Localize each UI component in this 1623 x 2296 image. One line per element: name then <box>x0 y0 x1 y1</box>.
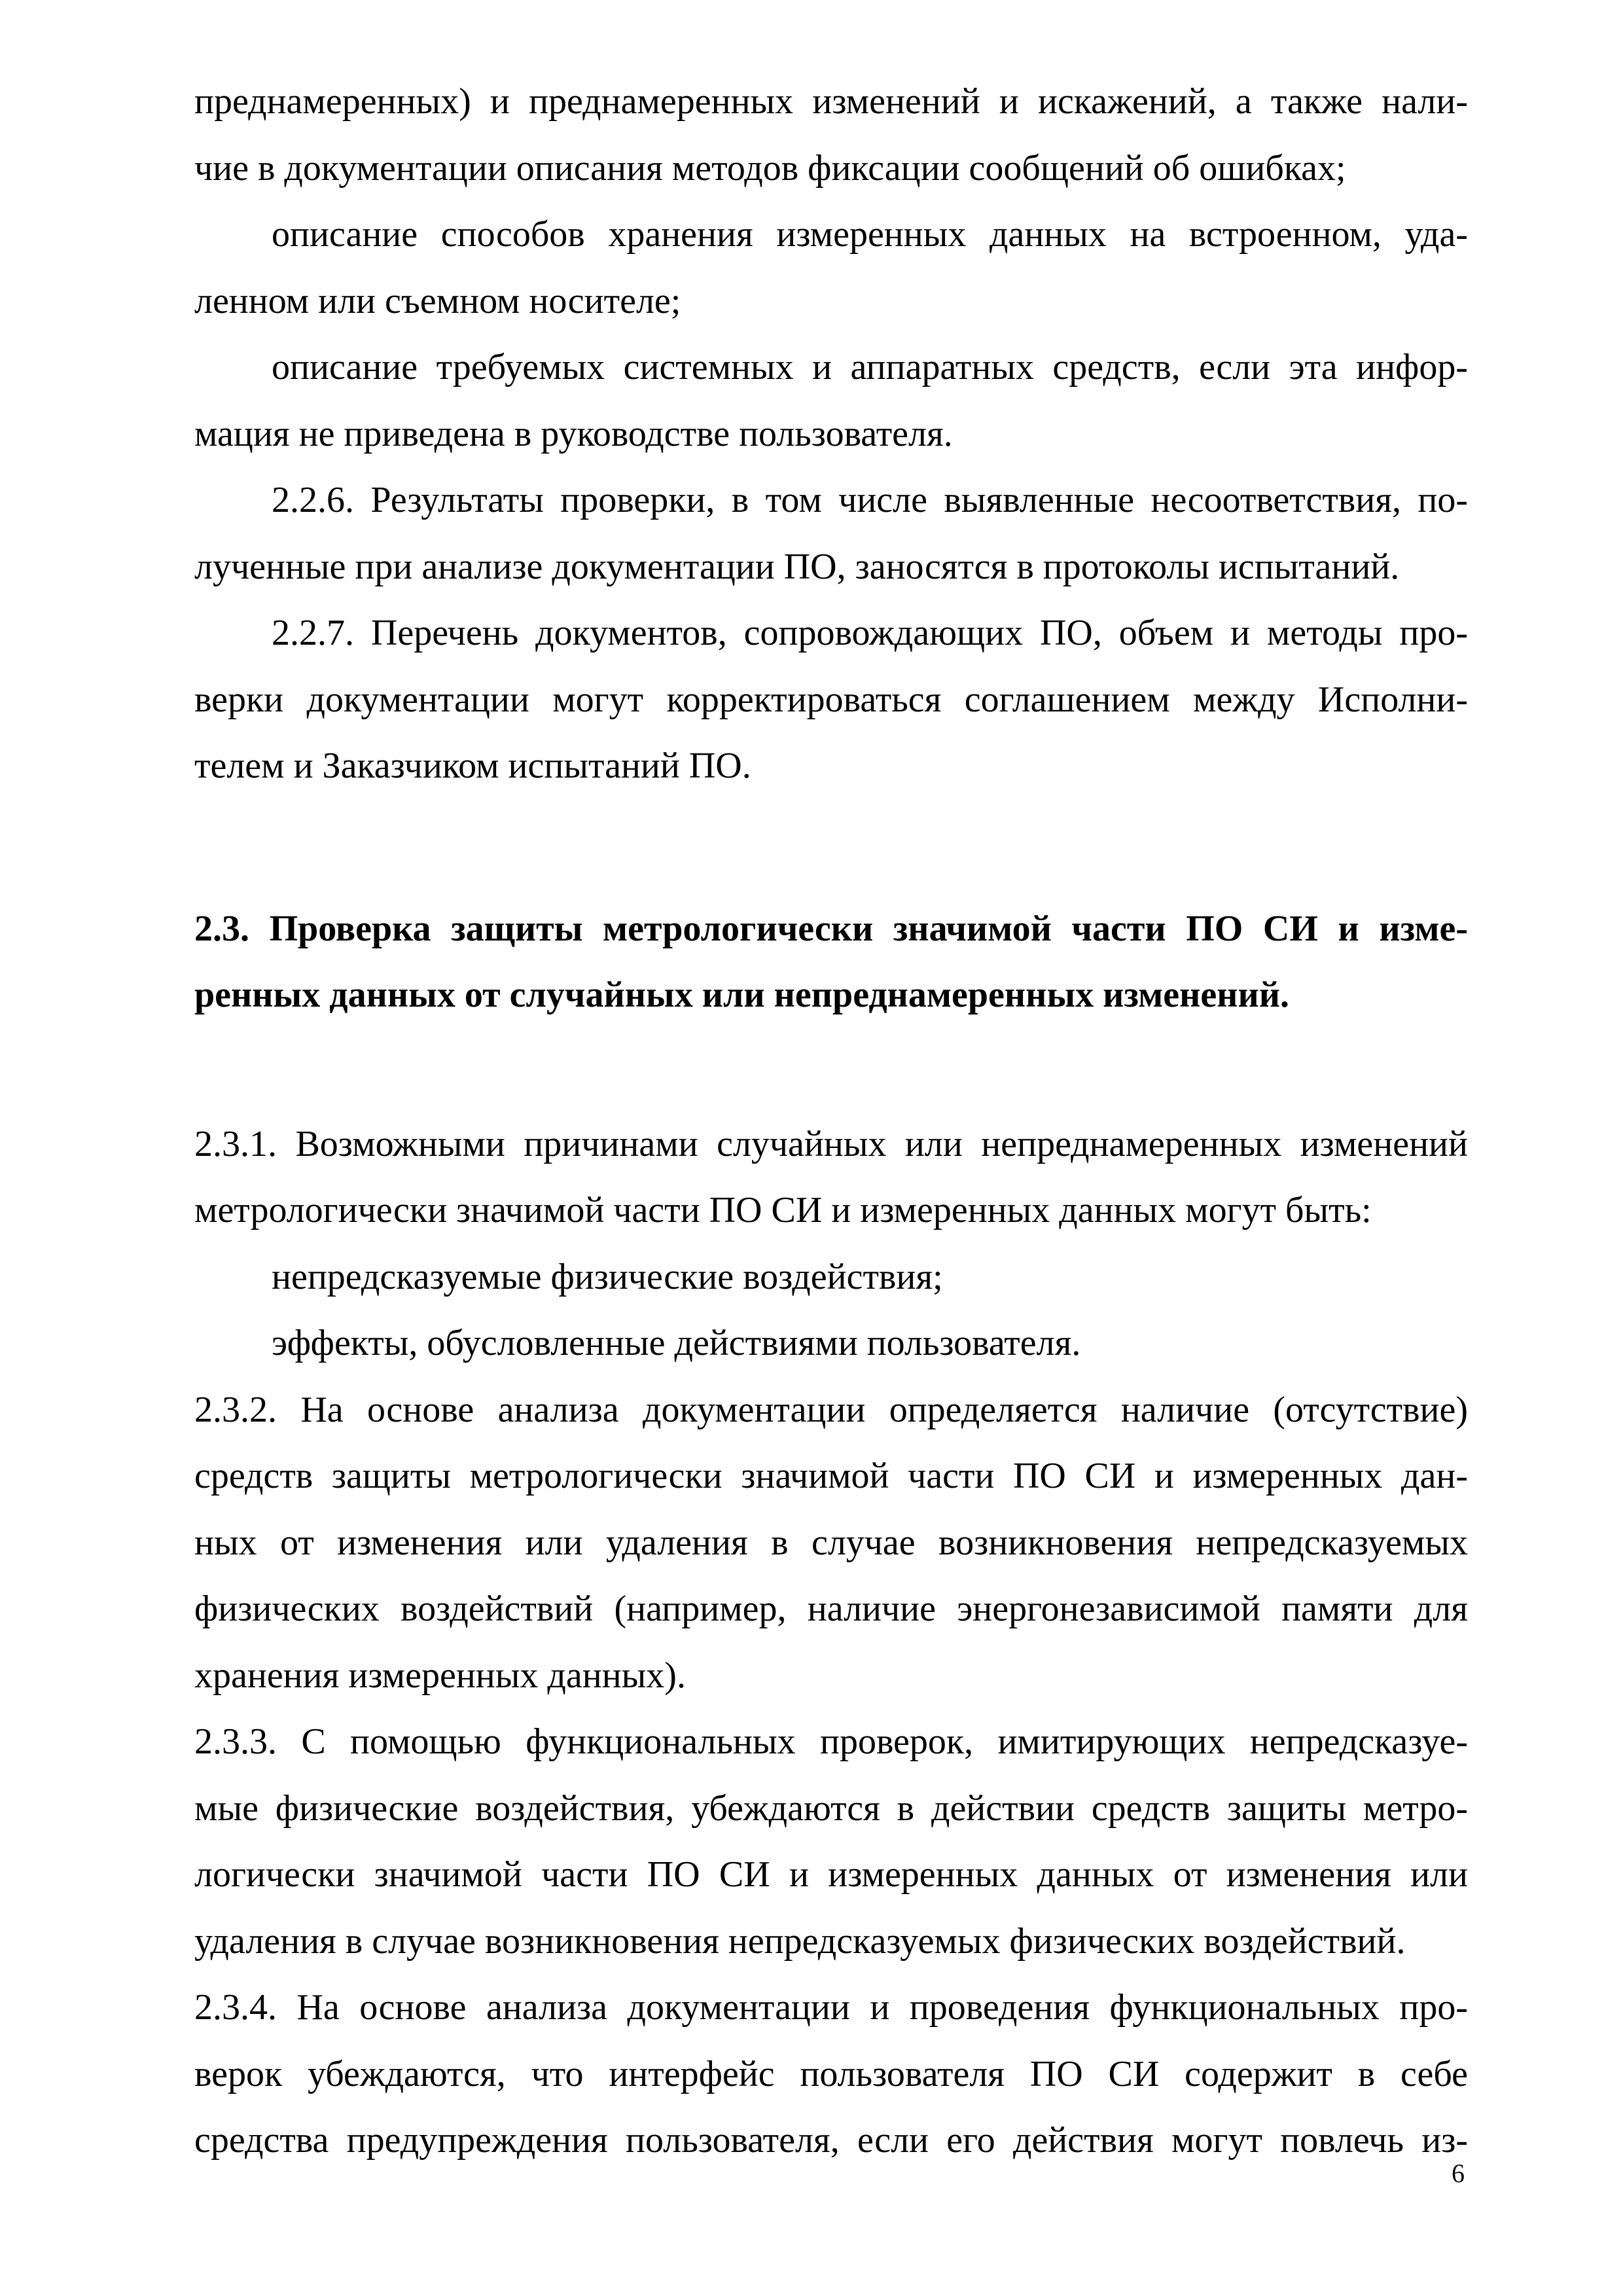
paragraph-line: преднамеренных) и преднамеренных изменений и искажений, а также нали- <box>194 81 1468 122</box>
paragraph-line: 2.3.3. С помощью функциональных проверок, имитирующих непредсказуе- <box>194 1721 1468 1762</box>
list-item-line: эффекты, обусловленные действиями пользователя. <box>272 1323 1081 1363</box>
text-column <box>194 69 1468 2174</box>
paragraph-line: метрологически значимой части ПО СИ и измеренных данных могут быть: <box>194 1190 1372 1230</box>
paragraph-line: телем и Заказчиком испытаний ПО. <box>194 745 751 786</box>
spacer <box>194 1029 1468 1111</box>
section-heading-line: 2.3. Проверка защиты метрологически значимой части ПО СИ и изме- <box>194 908 1468 949</box>
paragraph-line: чие в документации описания методов фиксации сообщений об ошибках; <box>194 147 1346 188</box>
spacer <box>194 800 1468 896</box>
paragraph-line: мые физические воздействия, убеждаются в действии средств защиты метро- <box>194 1787 1468 1829</box>
section-heading-line: ренных данных от случайных или непреднамеренных изменений. <box>194 975 1290 1015</box>
paragraph-line: верки документации могут корректироваться соглашением между Исполни- <box>194 679 1468 720</box>
paragraph-line: средств защиты метрологически значимой части ПО СИ и измеренных дан- <box>194 1456 1468 1496</box>
paragraph-line: хранения измеренных данных). <box>194 1655 686 1696</box>
list-item-line: непредсказуемые физические воздействия; <box>272 1256 943 1297</box>
paragraph-line: 2.3.1. Возможными причинами случайных или непреднамеренных изменений <box>194 1123 1468 1164</box>
page-number: 6 <box>1452 2159 1465 2188</box>
paragraph-line: физических воздействий (например, наличие энергонезависимой памяти для <box>194 1588 1468 1629</box>
paragraph-line: описание требуемых системных и аппаратных средств, если эта инфор- <box>272 347 1468 387</box>
paragraph-line: 2.3.4. На основе анализа документации и проведения функциональных про- <box>194 1987 1468 2028</box>
paragraph-line: верок убеждаются, что интерфейс пользователя ПО СИ содержит в себе <box>194 2053 1468 2094</box>
paragraph-line: 2.2.7. Перечень документов, сопровождающих ПО, объем и методы про- <box>272 613 1468 653</box>
paragraph-line: ных от изменения или удаления в случае возникновения непредсказуемых <box>194 1522 1468 1563</box>
paragraph-line: логически значимой части ПО СИ и измеренных данных от изменения или <box>194 1854 1468 1895</box>
paragraph-line: ленном или съемном носителе; <box>194 280 681 321</box>
paragraph-line: мация не приведена в руководстве пользователя. <box>194 413 953 454</box>
paragraph-line: 2.2.6. Результаты проверки, в том числе выявленные несоответствия, по- <box>272 480 1468 520</box>
paragraph-line: удаления в случае возникновения непредсказуемых физических воздействий. <box>194 1920 1406 1962</box>
paragraph-line: описание способов хранения измеренных данных на встроенном, уда- <box>272 214 1468 255</box>
paragraph-line: лученные при анализе документации ПО, заносятся в протоколы испытаний. <box>194 546 1400 587</box>
paragraph-line: средства предупреждения пользователя, если его действия могут повлечь из- <box>194 2120 1468 2161</box>
paragraph-line: 2.3.2. На основе анализа документации определяется наличие (отсутствие) <box>194 1389 1468 1430</box>
